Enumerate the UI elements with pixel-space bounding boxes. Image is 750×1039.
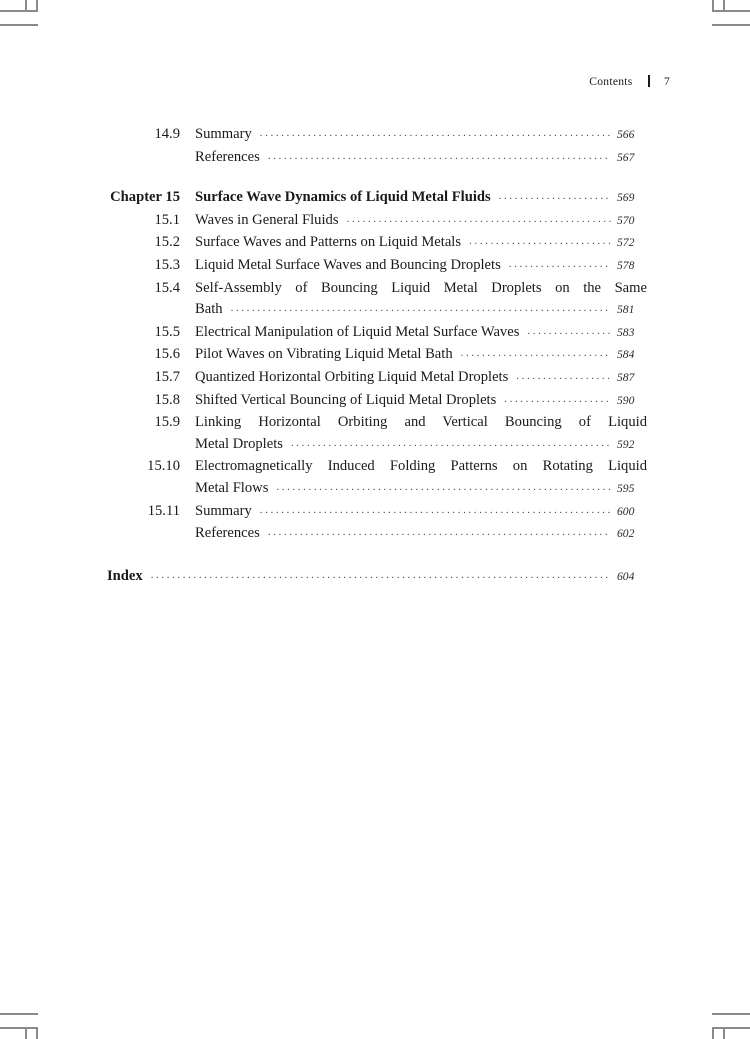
toc-leader-dots — [527, 321, 611, 343]
crop-mark-top-right-vertical — [712, 0, 714, 11]
toc-entry-page: 583 — [617, 325, 635, 339]
crop-mark-bottom-left-horizontal — [0, 1027, 38, 1029]
toc-leader-dots — [469, 231, 611, 253]
toc-leader-dots — [516, 366, 611, 388]
toc-entry[interactable] — [107, 322, 647, 345]
crop-mark-top-right-tick — [723, 0, 725, 12]
toc-entry-page: 587 — [617, 370, 635, 384]
toc-entry-index[interactable] — [107, 566, 647, 589]
running-head-folio: 7 — [663, 76, 670, 88]
toc-entry-title: Quantized Horizontal Orbiting Liquid Metal Droplets — [195, 368, 509, 385]
toc-entry-number: 15.2 — [154, 234, 180, 251]
toc-chapter-page: 569 — [617, 191, 635, 205]
toc-leader-dots — [347, 209, 611, 231]
toc-entry-number: 14.9 — [154, 126, 180, 142]
toc-leader-dots — [509, 254, 611, 276]
toc-entry-title: Summary — [195, 502, 252, 519]
running-head-divider — [648, 75, 650, 87]
crop-mark-top-left-vertical — [36, 0, 38, 11]
running-head-label: Contents — [589, 76, 633, 88]
toc-entry[interactable] — [107, 456, 647, 500]
toc-entry-number: 15.4 — [154, 279, 180, 296]
toc-entry-number: 15.11 — [147, 502, 180, 519]
toc-entry-page: 566 — [617, 128, 635, 141]
toc-entry-page: 572 — [617, 236, 635, 250]
toc-entry[interactable] — [107, 255, 647, 278]
toc-index-page: 604 — [617, 569, 635, 583]
toc-entry-number: 15.7 — [154, 368, 180, 385]
section-spacer — [107, 169, 647, 187]
toc-leader-dots — [268, 522, 611, 544]
toc-entry-title: Surface Waves and Patterns on Liquid Metals — [195, 234, 462, 251]
toc-leader-dots — [151, 565, 611, 587]
crop-mark-bottom-right-vertical — [712, 1028, 714, 1039]
toc-leader-dots — [276, 477, 611, 499]
crop-mark-bottom-left-secondary — [0, 1013, 38, 1015]
table-of-contents — [107, 124, 647, 588]
toc-entry-number: 15.1 — [154, 211, 180, 228]
toc-entry[interactable] — [107, 278, 647, 322]
toc-chapter-title: Surface Wave Dynamics of Liquid Metal Fluids — [195, 189, 491, 206]
toc-entry-page: 584 — [617, 348, 635, 362]
section-spacer — [107, 546, 647, 566]
toc-entry-page: 581 — [617, 303, 635, 317]
toc-entry-title-line1: Linking Horizontal Orbiting and Vertical Bouncing of Liquid — [195, 414, 647, 431]
toc-entry-title-line1: Electromagnetically Induced Folding Patterns on Rotating Liquid — [195, 458, 647, 475]
toc-entry-title-line1: Self-Assembly of Bouncing Liquid Metal Droplets on the Same — [195, 279, 647, 296]
toc-entry-page: 570 — [617, 213, 635, 227]
toc-entry-number: 15.3 — [154, 256, 180, 273]
toc-entry[interactable] — [107, 367, 647, 390]
crop-mark-bottom-right-secondary — [712, 1013, 750, 1015]
toc-entry-title-line2: Metal Flows — [195, 479, 269, 496]
toc-entry-title: References — [195, 525, 260, 542]
toc-entry-title: Waves in General Fluids — [195, 211, 339, 228]
toc-entry-references[interactable] — [107, 523, 647, 546]
crop-mark-bottom-right-horizontal — [712, 1027, 750, 1029]
toc-entry-title: Electrical Manipulation of Liquid Metal Surface Waves — [195, 323, 520, 340]
toc-entry-number: 15.10 — [147, 458, 180, 475]
crop-mark-top-left-tick — [25, 0, 27, 12]
crop-mark-bottom-right-tick — [723, 1027, 725, 1039]
toc-entry-number: 15.6 — [154, 346, 180, 363]
toc-entry-references[interactable] — [107, 147, 647, 170]
toc-chapter-heading[interactable] — [107, 187, 647, 210]
toc-leader-dots — [260, 123, 611, 145]
toc-leader-dots — [268, 146, 611, 168]
toc-leader-dots — [461, 343, 611, 365]
toc-entry-title: Shifted Vertical Bouncing of Liquid Metal Droplets — [195, 391, 497, 408]
toc-chapter-number: Chapter 15 — [110, 189, 180, 206]
toc-leader-dots — [260, 500, 611, 522]
toc-entry[interactable] — [107, 501, 647, 524]
toc-index-title: Index — [107, 567, 143, 584]
crop-mark-top-left-secondary — [0, 24, 38, 26]
toc-entry-number: 15.8 — [154, 391, 180, 408]
crop-mark-top-right-secondary — [712, 24, 750, 26]
toc-entry-page: 578 — [617, 258, 635, 272]
running-head — [0, 75, 670, 88]
toc-leader-dots — [291, 433, 611, 455]
toc-entry-number: 15.9 — [154, 414, 180, 431]
toc-entry-page: 592 — [617, 437, 635, 451]
toc-entry[interactable] — [107, 210, 647, 233]
toc-entry-page: 600 — [617, 504, 635, 518]
toc-leader-dots — [499, 186, 611, 208]
toc-entry[interactable] — [107, 344, 647, 367]
crop-mark-top-right-horizontal — [712, 10, 750, 12]
toc-entry-title: Summary — [195, 126, 252, 142]
toc-entry[interactable] — [107, 412, 647, 456]
toc-entry-page: 595 — [617, 481, 635, 495]
toc-entry[interactable] — [107, 390, 647, 413]
crop-mark-bottom-left-vertical — [36, 1028, 38, 1039]
toc-entry-page: 567 — [617, 150, 635, 164]
toc-entry-title-line2: Bath — [195, 301, 223, 318]
crop-mark-bottom-left-tick — [25, 1027, 27, 1039]
toc-entry-page: 602 — [617, 527, 635, 541]
toc-leader-dots — [231, 298, 611, 320]
toc-entry-title-line2: Metal Droplets — [195, 435, 283, 452]
toc-entry[interactable] — [107, 232, 647, 255]
toc-entry[interactable] — [107, 124, 647, 147]
toc-entry-title: References — [195, 148, 260, 165]
crop-mark-top-left-horizontal — [0, 10, 38, 12]
toc-entry-page: 590 — [617, 393, 635, 407]
toc-entry-title: Pilot Waves on Vibrating Liquid Metal Bath — [195, 346, 453, 363]
toc-entry-number: 15.5 — [154, 323, 180, 340]
toc-leader-dots — [504, 389, 611, 411]
toc-entry-title: Liquid Metal Surface Waves and Bouncing Droplets — [195, 256, 501, 273]
